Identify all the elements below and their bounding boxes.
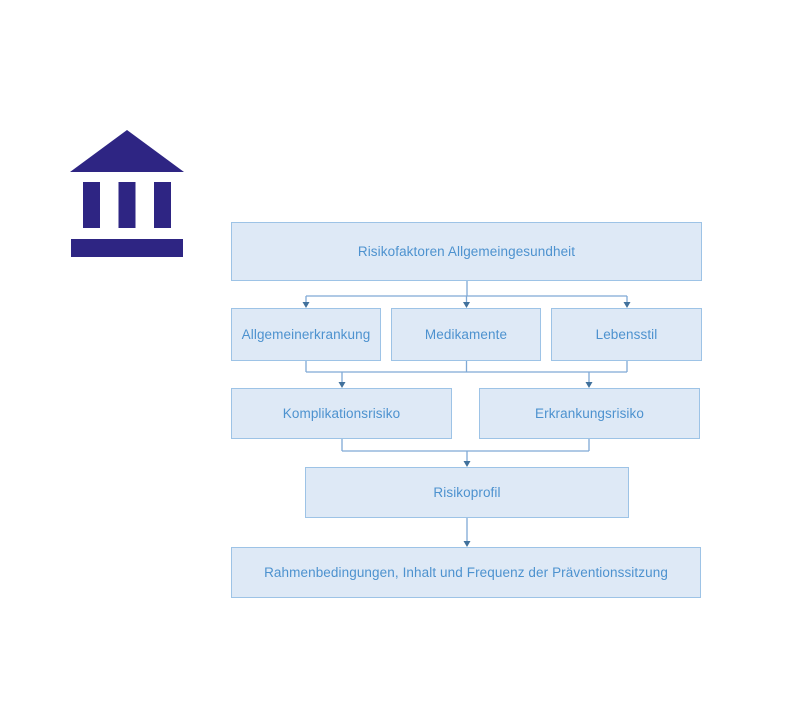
- flowchart-node-rahmenbedingungen: [231, 547, 701, 598]
- bank-building-svg: [70, 130, 184, 257]
- bank-building-icon: [70, 130, 184, 257]
- flowchart-node-komplikationsrisiko: [231, 388, 452, 439]
- flowchart-node-allgemeinerkrankung: [231, 308, 381, 361]
- flowchart-node-medikamente: [391, 308, 541, 361]
- flowchart-node-lebensstil: [551, 308, 702, 361]
- node-label-rahmenbedingungen: Rahmenbedingungen, Inhalt und Frequenz der Präventionssitzung: [264, 565, 668, 580]
- flowchart-node-risikofaktoren: [231, 222, 702, 281]
- node-label-erkrankungsrisiko: Erkrankungsrisiko: [535, 406, 644, 421]
- node-label-allgemeinerkrankung: Allgemeinerkrankung: [241, 327, 371, 342]
- flowchart-node-risikoprofil: [305, 467, 629, 518]
- building-base: [71, 239, 183, 257]
- building-roof: [70, 130, 184, 172]
- building-column-middle: [119, 182, 136, 228]
- node-label-medikamente: Medikamente: [424, 327, 508, 342]
- node-label-komplikationsrisiko: Komplikationsrisiko: [282, 406, 401, 421]
- node-label-risikoprofil: Risikoprofil: [433, 485, 501, 500]
- node-label-lebensstil: Lebensstil: [595, 327, 658, 342]
- building-column-left: [83, 182, 100, 228]
- node-label-risikofaktoren: Risikofaktoren Allgemeingesundheit: [357, 244, 576, 259]
- flowchart-node-erkrankungsrisiko: [479, 388, 700, 439]
- building-column-right: [154, 182, 171, 228]
